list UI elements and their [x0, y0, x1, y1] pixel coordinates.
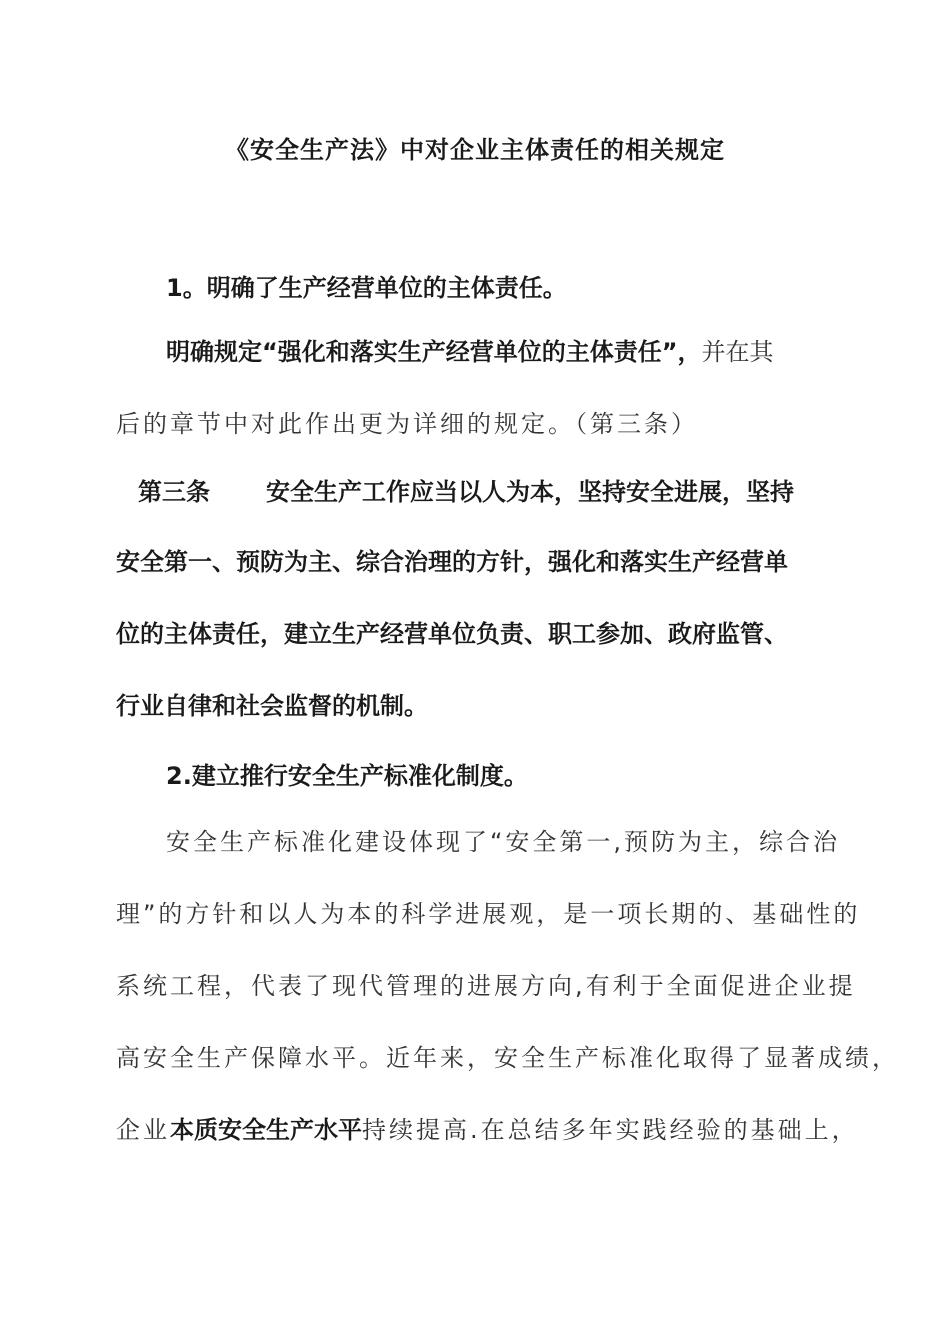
article-3-line1: 安全生产工作应当以人为本，坚持安全进展，坚持 [266, 478, 794, 506]
section1-paragraph-line2: 后的章节中对此作出更为详细的规定。（第三条） [116, 410, 698, 438]
article-3-line3: 位的主体责任，建立生产经营单位负责、职工参加、政府监管、 [116, 620, 788, 648]
section2-line3: 系统工程，代表了现代管理的进展方向,有利于全面促进企业提 [116, 972, 856, 1000]
section2-line5 [116, 1114, 859, 1146]
section2-heading: 2.建立推行安全生产标准化制度。 [166, 762, 528, 790]
section2-line1: 安全生产标准化建设体现了“安全第一,预防为主，综合治 [166, 828, 841, 856]
article-3-line4: 行业自律和社会监督的机制。 [116, 692, 428, 720]
article-3-label: 第三条 [138, 478, 210, 506]
section2-line5-end: 持续提高.在总结多年实践经验的基础上， [362, 1116, 859, 1144]
section1-normal-text: 并在其 [701, 338, 774, 366]
section2-line5-start: 企业 [116, 1116, 170, 1144]
section1-heading: 1。明确了生产经营单位的主体责任。 [166, 274, 567, 302]
article-3-line2: 安全第一、预防为主、综合治理的方针，强化和落实生产经营单 [116, 548, 788, 576]
document-title: 《安全生产法》中对企业主体责任的相关规定 [225, 136, 725, 164]
section2-line2: 理”的方针和以人为本的科学进展观，是一项长期的、基础性的 [116, 900, 861, 928]
section1-paragraph-line1 [166, 336, 774, 368]
section1-bold-text: 明确规定“强化和落实生产经营单位的主体责任”， [166, 338, 702, 366]
section2-line4: 高安全生产保障水平。近年来，安全生产标准化取得了显著成绩， [116, 1044, 899, 1072]
section2-line5-bold: 本质安全生产水平 [170, 1116, 362, 1144]
